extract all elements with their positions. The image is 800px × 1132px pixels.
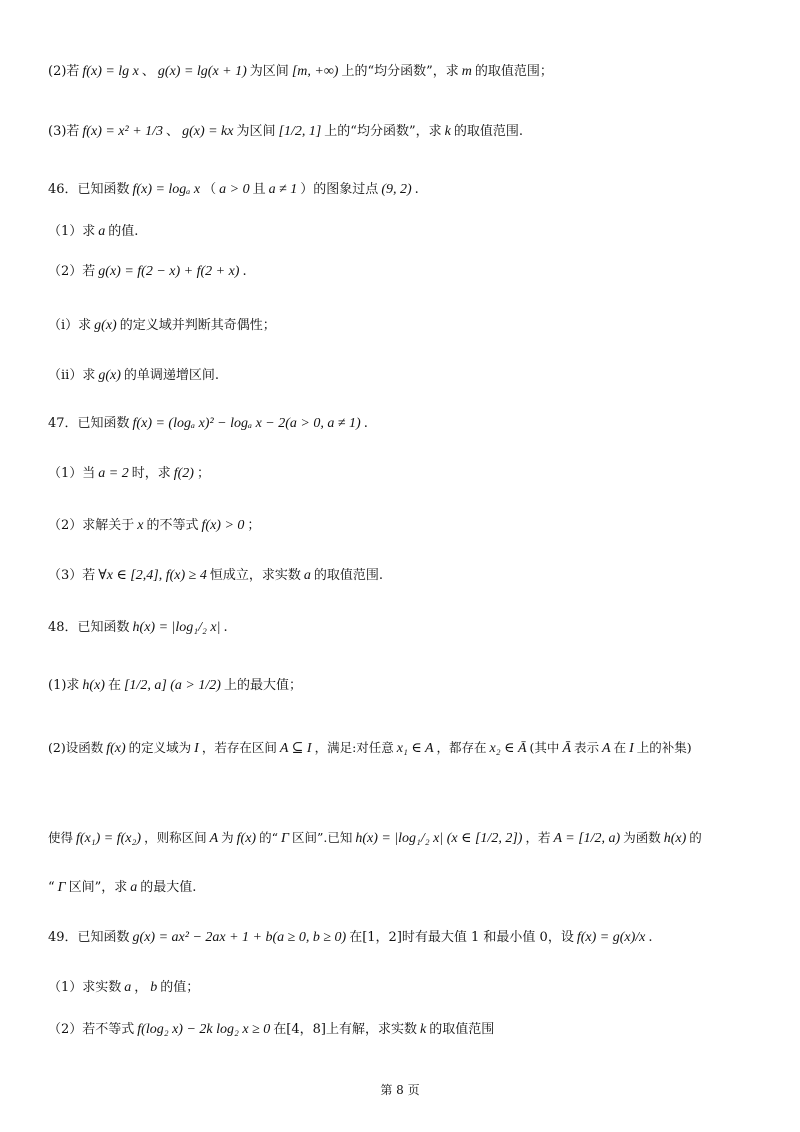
question-number-49: 49．已知函数	[48, 930, 130, 945]
formula: b	[150, 980, 158, 995]
line-text: （2）若不等式	[48, 1022, 135, 1037]
line-text: .	[648, 930, 653, 945]
line-text: 时，求	[131, 466, 171, 481]
question-line	[48, 516, 770, 536]
question-number-46: 46．已知函数	[48, 182, 130, 197]
formula: A = [1/2, a)	[553, 831, 621, 846]
formula: f(x) = lg x	[82, 64, 139, 79]
line-text: 的取值范围.	[313, 568, 383, 583]
formula: g(x) = kx	[182, 124, 234, 139]
question-line	[48, 676, 770, 696]
formula: [1/2, 1]	[278, 124, 322, 139]
formula: a = 2	[98, 466, 129, 481]
line-text: 为函数	[623, 830, 661, 845]
line-text: （1）求实数	[48, 980, 122, 995]
line-text: （1）求	[48, 224, 96, 239]
line-text: 在	[107, 678, 121, 693]
question-line	[48, 180, 770, 200]
line-text: 的取值范围.	[453, 124, 523, 139]
formula: g(x) = lg(x + 1)	[157, 64, 247, 79]
formula: f(x)	[106, 741, 126, 756]
line-text: （ii）求	[48, 368, 96, 383]
line-text: ；	[247, 518, 261, 533]
formula: k	[444, 124, 451, 139]
line-text: 的值.	[108, 224, 139, 239]
formula: k	[419, 1022, 427, 1037]
line-text: 的定义域为	[128, 740, 192, 755]
formula: a	[124, 980, 132, 995]
line-text: 使得	[48, 830, 74, 845]
line-text: 的不等式	[146, 518, 199, 533]
line-text: 为	[221, 830, 234, 845]
formula: ∀x ∈ [2,4], f(x) ≥ 4	[98, 568, 207, 583]
formula: Γ	[57, 880, 66, 895]
formula: Ā	[562, 741, 571, 756]
line-text: ）的图象过点	[300, 182, 379, 197]
line-text: 上的“均分函数”，求	[324, 124, 442, 139]
question-line	[48, 262, 770, 282]
line-text: (2)设函数	[48, 740, 104, 755]
formula: h(x)	[663, 831, 687, 846]
line-text: .	[363, 416, 368, 431]
line-text: 为区间	[236, 124, 276, 139]
line-text: 上的补集)	[636, 740, 692, 755]
formula: g(x) = f(2 − x) + f(2 + x)	[98, 264, 240, 279]
formula: g(x) = ax² − 2ax + 1 + b(a ≥ 0, b ≥ 0)	[132, 930, 347, 945]
line-text: 表示	[574, 740, 600, 755]
line-text: ，若存在区间	[201, 740, 277, 755]
formula: A	[602, 741, 611, 756]
formula: x₁ ∈ A	[396, 741, 434, 756]
formula: (9, 2)	[381, 182, 412, 197]
line-text: 区间”.已知	[291, 830, 353, 845]
line-text: 的取值范围	[429, 1022, 495, 1037]
line-text: 在[1，2]时有最大值 1 和最小值 0，设	[349, 930, 574, 945]
line-text: 上的最大值；	[223, 678, 302, 693]
question-line	[48, 566, 770, 586]
formula: Γ	[280, 831, 289, 846]
formula: f(x) = logₐ x	[132, 182, 201, 197]
formula: f(x) = x² + 1/3	[82, 124, 164, 139]
line-text: （2）若	[48, 264, 96, 279]
line-text: （2）求解关于	[48, 518, 135, 533]
formula: h(x) = |log₁/₂ x|	[132, 620, 221, 635]
formula: f(x)	[236, 831, 257, 846]
question-number-48: 48．已知函数	[48, 620, 130, 635]
formula: x	[137, 518, 144, 533]
formula: a ≠ 1	[268, 182, 298, 197]
line-text: ，	[134, 980, 148, 995]
line-text: （1）当	[48, 466, 96, 481]
formula: f(x) = (logₐ x)² − logₐ x − 2(a > 0, a ≠ 1)	[132, 416, 361, 431]
formula: g(x)	[94, 318, 117, 333]
formula: h(x) = |log₁/₂ x| (x ∈ [1/2, 2])	[355, 831, 523, 846]
question-line	[48, 878, 770, 898]
line-text: 的单调递增区间.	[123, 368, 220, 383]
line-text: (其中	[529, 740, 560, 755]
line-text: 区间”，求	[68, 880, 128, 895]
line-text: 的“	[259, 830, 278, 845]
line-text: 为区间	[249, 64, 289, 79]
formula: I	[629, 741, 634, 756]
line-text: ；	[196, 466, 210, 481]
formula: a	[303, 568, 311, 583]
formula: [1/2, a] (a > 1/2)	[123, 678, 221, 693]
question-number-47: 47．已知函数	[48, 416, 130, 431]
formula: g(x)	[98, 368, 121, 383]
formula: I	[194, 741, 199, 756]
line-text: 的最大值.	[140, 880, 197, 895]
line-text: (3)若	[48, 124, 80, 139]
line-text: .	[414, 182, 419, 197]
line-text: 上的“均分函数”，求	[341, 64, 459, 79]
line-text: .	[242, 264, 247, 279]
question-line	[48, 928, 770, 948]
question-line	[48, 738, 770, 759]
formula: f(log₂ x) − 2k log₂ x ≥ 0	[137, 1022, 271, 1037]
formula: x₂ ∈ Ā	[489, 741, 527, 756]
line-text: （i）求	[48, 318, 92, 333]
line-text: 在	[613, 740, 627, 755]
question-line	[48, 464, 770, 484]
formula: a	[98, 224, 106, 239]
line-text: ，则称区间	[144, 830, 207, 845]
question-line	[48, 122, 770, 142]
line-text: 在[4，8]上有解，求实数	[273, 1022, 417, 1037]
formula: f(x₁) = f(x₂)	[76, 831, 142, 846]
formula: a > 0	[219, 182, 250, 197]
formula: A	[209, 831, 219, 846]
line-text: (2)若	[48, 64, 80, 79]
line-text: .	[223, 620, 228, 635]
question-line	[48, 828, 770, 849]
question-line	[48, 316, 770, 336]
question-line	[48, 618, 770, 638]
line-text: （	[203, 182, 217, 197]
line-text: ，都存在	[436, 740, 487, 755]
formula: m	[461, 64, 472, 79]
question-line	[48, 62, 770, 82]
line-text: 、	[166, 124, 180, 139]
formula: f(x) = g(x)/x	[576, 930, 646, 945]
page-number: 第 8 页	[380, 1083, 420, 1097]
line-text: 的值；	[160, 980, 200, 995]
line-text: 的	[689, 830, 702, 845]
question-line	[48, 366, 770, 386]
question-line	[48, 222, 770, 242]
line-text: ，若	[525, 830, 551, 845]
line-text: 且	[252, 182, 266, 197]
line-text: (1)求	[48, 678, 80, 693]
formula: h(x)	[82, 678, 105, 693]
formula: f(x) > 0	[201, 518, 245, 533]
line-text: 的取值范围；	[474, 64, 553, 79]
question-line	[48, 1020, 770, 1040]
line-text: （3）若	[48, 568, 96, 583]
question-line	[48, 414, 770, 434]
line-text: 的定义域并判断其奇偶性；	[119, 318, 276, 333]
line-text: ，满足:对任意	[314, 740, 394, 755]
line-text: “	[48, 880, 55, 895]
line-text: 恒成立，求实数	[209, 568, 301, 583]
formula: A ⊆ I	[279, 741, 312, 756]
question-line	[48, 978, 770, 998]
formula: [m, +∞)	[291, 64, 339, 79]
formula: f(2)	[173, 466, 194, 481]
line-text: 、	[141, 64, 155, 79]
formula: a	[130, 880, 138, 895]
